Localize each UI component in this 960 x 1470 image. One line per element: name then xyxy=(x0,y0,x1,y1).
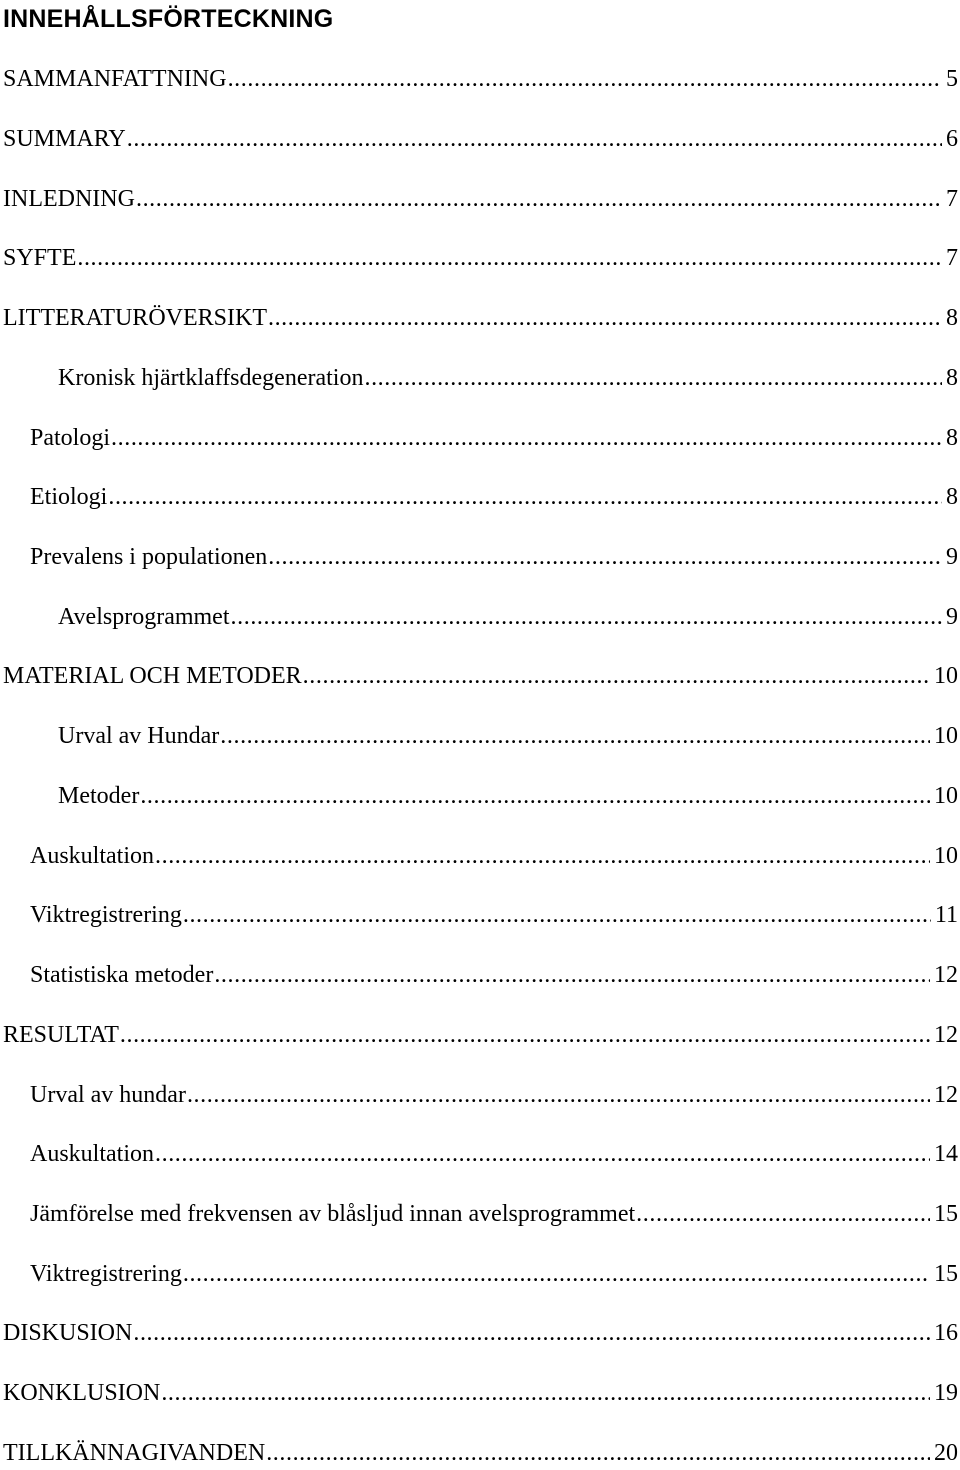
toc-entry-label: SAMMANFATTNING xyxy=(3,66,227,92)
toc-entry-metoder[interactable] xyxy=(0,779,958,813)
toc-entry-urval-av-hundar-2[interactable] xyxy=(0,1078,958,1112)
toc-entry-page: 12 xyxy=(934,1022,958,1048)
toc-entry-label: Patologi xyxy=(30,425,111,451)
toc-entry-page: 14 xyxy=(934,1141,958,1167)
toc-entry-avelsprogrammet[interactable] xyxy=(0,600,958,634)
toc-entry-patologi[interactable] xyxy=(0,421,958,455)
dot-leader xyxy=(187,1078,930,1112)
toc-entry-auskultation-2[interactable] xyxy=(0,1137,958,1171)
toc-entry-statistiska-metoder[interactable] xyxy=(0,958,958,992)
dot-leader xyxy=(214,958,930,992)
toc-entry-sammanfattning[interactable] xyxy=(0,62,958,96)
toc-entry-page: 10 xyxy=(934,663,958,689)
dot-leader xyxy=(133,1316,930,1350)
toc-entry-tillkannagivanden[interactable] xyxy=(0,1436,958,1470)
toc-entry-label: Viktregistrering xyxy=(30,1261,182,1287)
toc-entry-page: 10 xyxy=(934,783,958,809)
dot-leader xyxy=(183,898,931,932)
dot-leader xyxy=(266,1436,930,1470)
toc-entry-auskultation[interactable] xyxy=(0,839,958,873)
toc-entry-syfte[interactable] xyxy=(0,241,958,275)
dot-leader xyxy=(220,719,930,753)
toc-entry-resultat[interactable] xyxy=(0,1018,958,1052)
dot-leader xyxy=(183,1257,930,1291)
toc-entry-prevalens-i-populationen[interactable] xyxy=(0,540,958,574)
toc-entry-label: SUMMARY xyxy=(3,126,126,152)
dot-leader xyxy=(303,659,930,693)
toc-entry-label: Avelsprogrammet xyxy=(58,604,230,630)
toc-entry-page: 20 xyxy=(934,1440,958,1466)
dot-leader xyxy=(268,540,942,574)
dot-leader xyxy=(161,1376,930,1410)
toc-entry-label: Urval av hundar xyxy=(30,1082,186,1108)
toc-entry-label: Statistiska metoder xyxy=(30,962,214,988)
toc-entry-viktregistrering[interactable] xyxy=(0,898,958,932)
toc-entry-page: 16 xyxy=(934,1320,958,1346)
toc-entry-label: Kronisk hjärtklaffsdegeneration xyxy=(58,365,364,391)
toc-entry-page: 8 xyxy=(946,305,958,331)
toc-entry-viktregistrering-2[interactable] xyxy=(0,1257,958,1291)
toc-entry-kronisk-hjartklaffsdegeneration[interactable] xyxy=(0,361,958,395)
toc-entry-jamforelse-med-frekvensen[interactable] xyxy=(0,1197,958,1231)
dot-leader xyxy=(127,122,942,156)
toc-entry-label: SYFTE xyxy=(3,245,77,271)
toc-entry-label: LITTERATURÖVERSIKT xyxy=(3,305,267,331)
toc-entry-page: 8 xyxy=(946,484,958,510)
toc-entry-page: 7 xyxy=(946,245,958,271)
toc-entry-page: 12 xyxy=(934,962,958,988)
toc-entry-page: 9 xyxy=(946,544,958,570)
toc-entry-litteraturoversikt[interactable] xyxy=(0,301,958,335)
toc-entry-inledning[interactable] xyxy=(0,182,958,216)
toc-entry-label: Jämförelse med frekvensen av blåsljud innan avelsprogrammet xyxy=(30,1201,636,1227)
toc-entry-page: 15 xyxy=(934,1201,958,1227)
dot-leader xyxy=(140,779,930,813)
dot-leader xyxy=(111,421,942,455)
toc-entry-label: TILLKÄNNAGIVANDEN xyxy=(3,1440,266,1466)
toc-entry-page: 10 xyxy=(934,843,958,869)
toc-entry-label: MATERIAL OCH METODER xyxy=(3,663,302,689)
dot-leader xyxy=(636,1197,930,1231)
toc-entry-page: 10 xyxy=(934,723,958,749)
toc-entry-label: DISKUSION xyxy=(3,1320,133,1346)
toc-entry-label: Etiologi xyxy=(30,484,108,510)
dot-leader xyxy=(155,839,930,873)
toc-entry-page: 19 xyxy=(934,1380,958,1406)
toc-entry-summary[interactable] xyxy=(0,122,958,156)
dot-leader xyxy=(228,62,942,96)
toc-entry-page: 8 xyxy=(946,425,958,451)
toc-entry-label: Auskultation xyxy=(30,843,154,869)
toc-entry-material-och-metoder[interactable] xyxy=(0,659,958,693)
toc-entry-label: Urval av Hundar xyxy=(58,723,220,749)
toc-entry-page: 9 xyxy=(946,604,958,630)
dot-leader xyxy=(268,301,942,335)
toc-entry-etiologi[interactable] xyxy=(0,480,958,514)
toc-entry-page: 15 xyxy=(934,1261,958,1287)
page-title: INNEHÅLLSFÖRTECKNING xyxy=(3,5,334,33)
dot-leader xyxy=(136,182,942,216)
toc-entry-page: 6 xyxy=(946,126,958,152)
toc-entry-konklusion[interactable] xyxy=(0,1376,958,1410)
toc-entry-label: Auskultation xyxy=(30,1141,154,1167)
toc-entry-urval-av-hundar[interactable] xyxy=(0,719,958,753)
toc-entry-diskusion[interactable] xyxy=(0,1316,958,1350)
toc-entry-page: 12 xyxy=(934,1082,958,1108)
toc-entry-label: Metoder xyxy=(58,783,140,809)
toc-entry-label: RESULTAT xyxy=(3,1022,119,1048)
toc-entry-page: 5 xyxy=(946,66,958,92)
dot-leader xyxy=(231,600,942,634)
toc-entry-label: Prevalens i populationen xyxy=(30,544,268,570)
toc-entry-page: 8 xyxy=(946,365,958,391)
dot-leader xyxy=(120,1018,930,1052)
toc-entry-page: 11 xyxy=(934,902,958,928)
toc-entry-label: INLEDNING xyxy=(3,186,135,212)
toc-entry-label: Viktregistrering xyxy=(30,902,182,928)
dot-leader xyxy=(77,241,942,275)
dot-leader xyxy=(155,1137,930,1171)
dot-leader xyxy=(108,480,942,514)
toc-entry-label: KONKLUSION xyxy=(3,1380,161,1406)
dot-leader xyxy=(364,361,942,395)
toc-entry-page: 7 xyxy=(946,186,958,212)
